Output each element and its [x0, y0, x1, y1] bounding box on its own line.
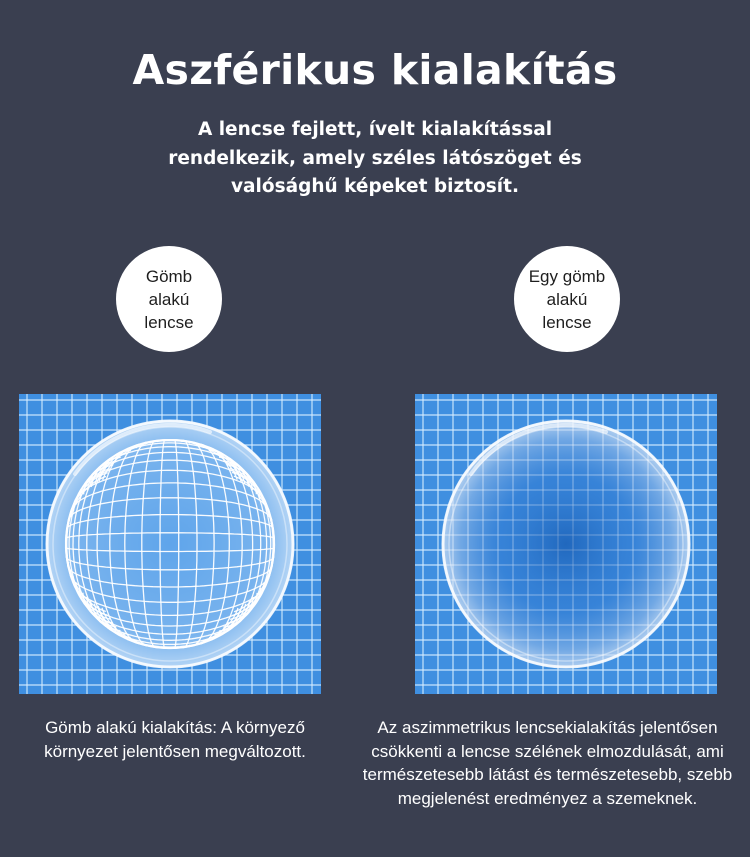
right-lens-label-bubble: [514, 246, 620, 352]
spherical-lens-panel: [19, 394, 321, 694]
page-title: Aszférikus kialakítás: [132, 46, 618, 94]
left-lens-label-bubble: [116, 246, 222, 352]
aspherical-lens-caption: Az aszimmetrikus lencsekialakítás jelentősen csökkenti a lencse szélének elmozdulását, ami természetesebb látást és természetesebb, szebb megjelenést eredményez a szemeknek.: [362, 718, 733, 808]
left-lens-label: Gömb alakú lencse: [144, 266, 194, 332]
spherical-lens-caption: Gömb alakú kialakítás: A környező környezet jelentősen megváltozott.: [44, 718, 306, 761]
aspherical-lens-panel: [415, 394, 717, 694]
right-lens-label: Egy gömb alakú lencse: [528, 266, 606, 332]
page-subtitle: A lencse fejlett, ívelt kialakítással rendelkezik, amely széles látószöget és valósághű képeket biztosít.: [168, 119, 582, 197]
aspherical-lens-illustration: [415, 394, 717, 694]
spherical-lens-illustration: [19, 394, 321, 694]
